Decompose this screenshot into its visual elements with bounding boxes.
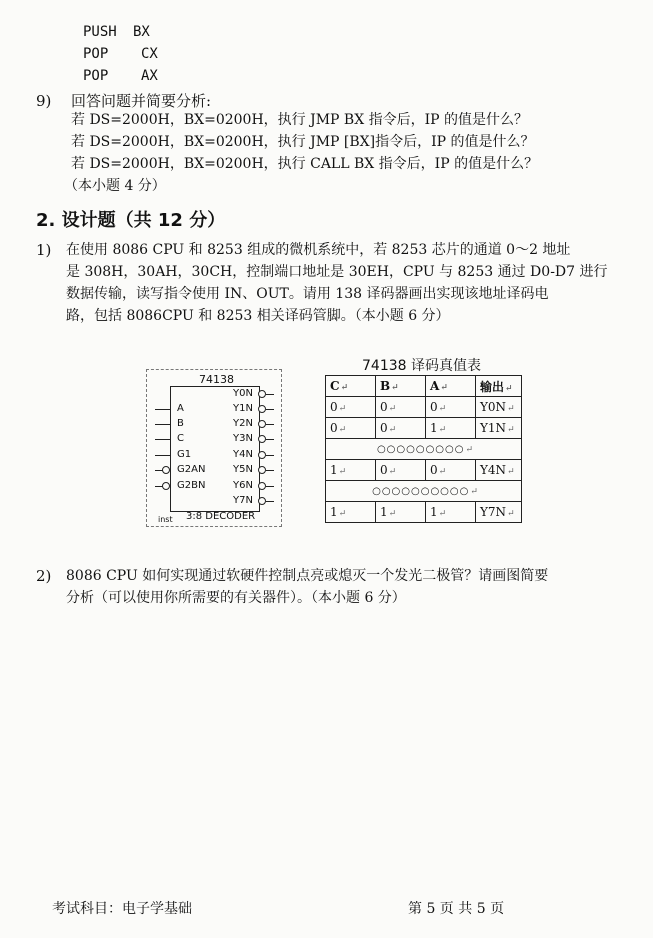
decoder-output-label: Y1N — [233, 403, 253, 414]
code-op: PUSH — [83, 24, 117, 40]
mark-glyph: ↵ — [438, 509, 447, 519]
table-header-cell — [326, 376, 376, 397]
mark-glyph: ↵ — [438, 425, 447, 435]
decoder-output-pin — [266, 486, 274, 487]
table-cell — [376, 502, 426, 523]
cell-text: 0 — [380, 421, 388, 435]
table-header-cell — [376, 376, 426, 397]
decoder-input-label: G2BN — [177, 480, 206, 491]
decoder-inversion-bubble — [258, 390, 266, 398]
mark-glyph: ↵ — [507, 509, 515, 519]
table-ellipsis-cell — [326, 481, 522, 502]
mark-glyph: ↵ — [391, 383, 399, 393]
q1-line: 路，包括 8086CPU 和 8253 相关译码管脚。（本小题 6 分） — [66, 308, 450, 324]
decoder-input-pin — [155, 439, 170, 440]
cell-text: 1 — [330, 463, 338, 477]
q9-line: 若 DS=2000H，BX=0200H，执行 JMP BX 指令后，IP 的值是什么？ — [71, 112, 529, 128]
decoder-output-pin — [266, 424, 274, 425]
mark-glyph: ↵ — [338, 509, 347, 519]
decoder-output-label: Y2N — [233, 418, 253, 429]
q9-number: 9) — [36, 92, 52, 110]
mark-glyph: ↵ — [440, 383, 448, 393]
mark-glyph: ↵ — [507, 467, 515, 477]
decoder-chip-name: 74138 — [199, 373, 234, 386]
decoder-input-pin — [155, 455, 170, 456]
table-cell — [476, 418, 522, 439]
decoder-inversion-bubble — [258, 435, 266, 443]
header-text: B — [380, 379, 391, 393]
cell-text: 1 — [330, 505, 338, 519]
decoder-output-pin — [266, 394, 274, 395]
table-cell — [426, 460, 476, 481]
cell-text: 0 — [430, 400, 438, 414]
table-row — [326, 502, 522, 523]
table-header-cell — [426, 376, 476, 397]
table-header-row — [326, 376, 522, 397]
code-arg: CX — [141, 46, 158, 62]
decoder-output-pin — [266, 439, 274, 440]
truth-table-title: 74138 译码真值表 — [362, 358, 481, 374]
table-cell — [376, 418, 426, 439]
q9-line: 若 DS=2000H，BX=0200H，执行 CALL BX 指令后，IP 的值是什么？ — [71, 156, 539, 172]
table-cell — [376, 397, 426, 418]
code-line — [83, 46, 158, 62]
code-op: POP — [83, 46, 109, 62]
decoder-input-label: B — [177, 418, 184, 429]
decoder-output-label: Y5N — [233, 464, 253, 475]
table-ellipsis-cell — [326, 439, 522, 460]
decoder-output-label: Y0N — [233, 388, 253, 399]
q2-line: 8086 CPU 如何实现通过软硬件控制点亮或熄灭一个发光二极管？请画图简要 — [66, 568, 549, 584]
table-cell — [426, 502, 476, 523]
decoder-output-pin — [266, 409, 274, 410]
mark-glyph: ↵ — [505, 383, 513, 394]
mark-glyph: ↵ — [388, 425, 397, 435]
table-row — [326, 418, 522, 439]
decoder-input-label: C — [177, 433, 184, 444]
section-heading: 2. 设计题（共 12 分） — [36, 210, 226, 231]
decoder-output-pin — [266, 455, 274, 456]
q9-title: 回答问题并简要分析: — [71, 92, 212, 110]
decoder-inversion-bubble — [258, 497, 266, 505]
truth-table — [325, 375, 522, 523]
q2-line: 分析（可以使用你所需要的有关器件）。（本小题 6 分） — [66, 590, 406, 606]
table-cell — [476, 397, 522, 418]
mark-glyph: ↵ — [438, 404, 447, 414]
cell-text: 0 — [380, 400, 388, 414]
cell-text: 0 — [330, 421, 338, 435]
table-row — [326, 460, 522, 481]
mark-glyph: ↵ — [507, 425, 515, 435]
mark-glyph: ↵ — [388, 467, 397, 477]
table-cell — [376, 460, 426, 481]
cell-text: 1 — [430, 505, 438, 519]
mark-glyph: ↵ — [438, 467, 447, 477]
decoder-input-pin — [155, 409, 170, 410]
mark-glyph: ↵ — [340, 383, 349, 393]
mark-glyph: ↵ — [338, 404, 347, 414]
table-cell — [326, 502, 376, 523]
mark-glyph: ↵ — [338, 425, 347, 435]
code-arg: AX — [141, 68, 158, 84]
cell-text: 1 — [380, 505, 388, 519]
decoder-inversion-bubble — [258, 405, 266, 413]
mark-glyph: ↵ — [470, 486, 479, 497]
q2-number: 2) — [36, 567, 52, 585]
decoder-input-label: A — [177, 403, 184, 414]
decoder-inversion-bubble — [258, 451, 266, 459]
decoder-inversion-bubble — [258, 466, 266, 474]
table-header-cell — [476, 376, 522, 397]
code-op: POP — [83, 68, 109, 84]
mark-glyph: ↵ — [388, 404, 397, 414]
decoder-output-label: Y3N — [233, 433, 253, 444]
header-text: 输出 — [480, 379, 505, 394]
mark-glyph: ↵ — [338, 467, 347, 477]
table-cell — [326, 397, 376, 418]
footer-subject: 考试科目：电子学基础 — [52, 901, 192, 917]
cell-text: 0 — [380, 463, 388, 477]
footer-page: 第 5 页 共 5 页 — [408, 901, 505, 917]
header-text: A — [430, 379, 440, 393]
table-cell — [426, 397, 476, 418]
table-row — [326, 439, 522, 460]
decoder-input-pin — [155, 424, 170, 425]
ellipsis-text: ○○○○○○○○○○ — [372, 485, 470, 497]
code-arg: BX — [133, 24, 150, 40]
decoder-input-label: G2AN — [177, 464, 206, 475]
table-row — [326, 397, 522, 418]
table-row — [326, 481, 522, 502]
cell-text: Y7N — [480, 505, 507, 519]
mark-glyph: ↵ — [388, 509, 397, 519]
table-cell — [426, 418, 476, 439]
code-line — [83, 24, 150, 40]
q1-line: 是 308H，30AH，30CH，控制端口地址是 30EH，CPU 与 8253 通过 D0-D7 进行 — [66, 264, 608, 280]
decoder-inversion-bubble — [258, 420, 266, 428]
ellipsis-text: ○○○○○○○○○ — [376, 443, 465, 455]
decoder-inversion-bubble — [162, 466, 170, 474]
table-cell — [326, 418, 376, 439]
q9-score: （本小题 4 分） — [64, 178, 166, 194]
decoder-inversion-bubble — [258, 482, 266, 490]
table-cell — [476, 502, 522, 523]
q9-line: 若 DS=2000H，BX=0200H，执行 JMP [BX]指令后，IP 的值是什么？ — [71, 134, 535, 150]
decoder-output-label: Y6N — [233, 480, 253, 491]
decoder-output-label: Y4N — [233, 449, 253, 460]
decoder-inversion-bubble — [162, 482, 170, 490]
mark-glyph: ↵ — [507, 404, 515, 414]
cell-text: 1 — [430, 421, 438, 435]
table-cell — [476, 460, 522, 481]
cell-text: Y4N — [480, 463, 507, 477]
table-cell — [326, 460, 376, 481]
q1-number: 1) — [36, 241, 52, 259]
decoder-inst-label: inst — [158, 515, 173, 524]
q1-line: 在使用 8086 CPU 和 8253 组成的微机系统中，若 8253 芯片的通道 0～2 地址 — [66, 242, 571, 258]
cell-text: Y1N — [480, 421, 507, 435]
header-text: C — [330, 379, 340, 393]
decoder-output-pin — [266, 501, 274, 502]
code-line — [83, 68, 158, 84]
q1-line: 数据传输，读写指令使用 IN、OUT。请用 138 译码器画出实现该地址译码电 — [66, 286, 549, 302]
decoder-output-pin — [266, 470, 274, 471]
decoder-output-label: Y7N — [233, 495, 253, 506]
cell-text: Y0N — [480, 400, 507, 414]
cell-text: 0 — [330, 400, 338, 414]
mark-glyph: ↵ — [465, 444, 475, 455]
decoder-footer: 3:8 DECODER — [186, 511, 256, 522]
decoder-input-label: G1 — [177, 449, 192, 460]
cell-text: 0 — [430, 463, 438, 477]
